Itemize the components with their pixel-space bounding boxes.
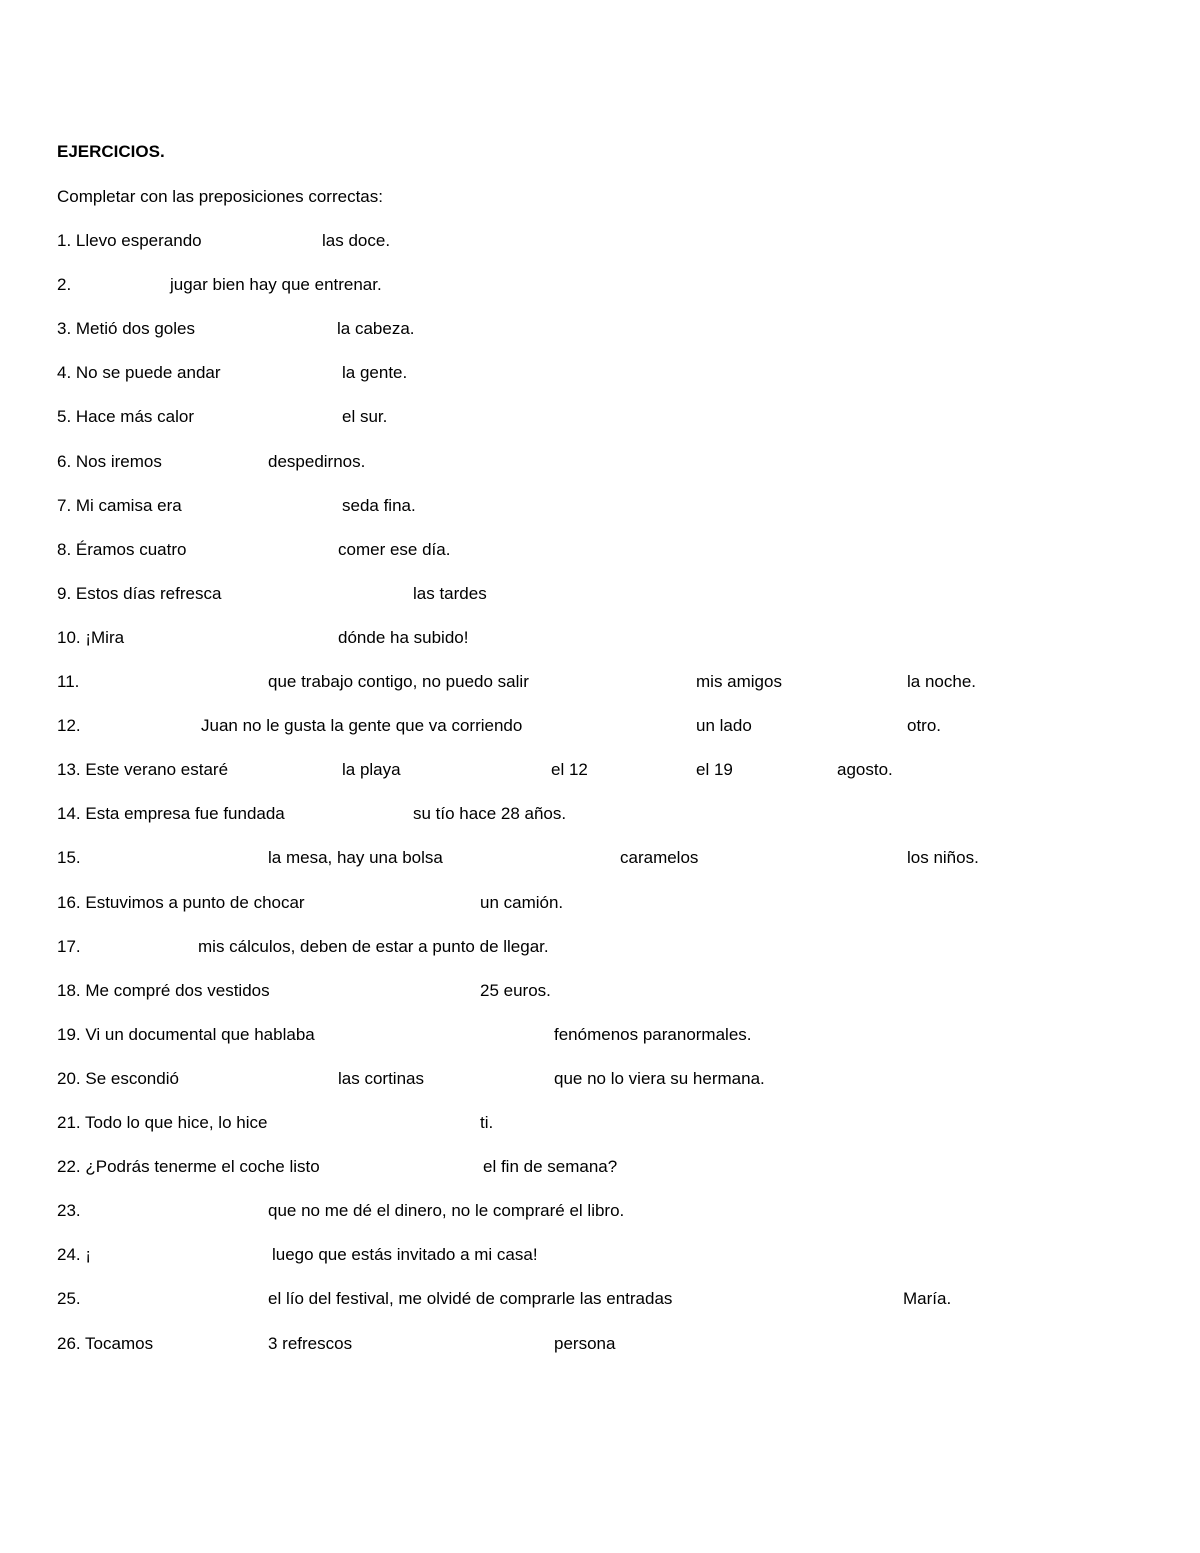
exercise-text: otro. [907, 716, 942, 736]
exercise-text: que no lo viera su hermana. [554, 1068, 765, 1088]
exercise-text: ti. [480, 1113, 494, 1132]
exercise-text: luego que estás invitado a mi casa! [272, 1245, 538, 1265]
exercise-item [0, 672, 1200, 696]
exercise-text: la mesa, hay una bolsa [268, 848, 443, 868]
exercise-text: que trabajo contigo, no puedo salir [268, 672, 529, 691]
exercise-text: 4. No se puede andar [57, 363, 221, 383]
exercise-text: la noche. [907, 672, 976, 691]
exercise-text: 1. Llevo esperando [57, 231, 202, 250]
exercise-item [0, 540, 1200, 564]
exercise-item [0, 319, 1200, 343]
exercise-text: 21. Todo lo que hice, lo hice [57, 1113, 268, 1132]
exercise-text: 23. [57, 1201, 81, 1221]
exercise-text: el 19 [696, 760, 733, 780]
exercise-item [0, 937, 1200, 961]
exercise-item [0, 407, 1200, 431]
exercise-item [0, 1334, 1200, 1358]
exercise-item [0, 848, 1200, 872]
exercise-text: 19. Vi un documental que hablaba [57, 1024, 315, 1044]
exercise-text: 8. Éramos cuatro [57, 539, 187, 559]
exercise-text: 15. [57, 848, 81, 868]
exercise-text: mis cálculos, deben de estar a punto de llegar. [198, 936, 549, 956]
exercise-text: el lío del festival, me olvidé de comprarle las entradas [268, 1289, 673, 1309]
exercise-text: la playa [342, 760, 401, 780]
exercise-item [0, 1201, 1200, 1225]
exercise-text: la gente. [342, 363, 408, 383]
exercise-text: 3. Metió dos goles [57, 319, 195, 339]
exercise-text: el sur. [342, 407, 388, 427]
exercise-text: comer ese día. [338, 539, 451, 559]
exercise-item [0, 363, 1200, 387]
exercise-item [0, 760, 1200, 784]
exercise-item [0, 1113, 1200, 1137]
exercise-text: 24. ¡ [57, 1245, 92, 1265]
exercise-text: caramelos [620, 848, 699, 868]
exercise-item [0, 275, 1200, 299]
exercise-text: que no me dé el dinero, no le compraré el libro. [268, 1201, 625, 1221]
exercise-text: 17. [57, 936, 81, 956]
exercise-item [0, 231, 1200, 255]
exercise-item [0, 1245, 1200, 1269]
exercise-item [0, 716, 1200, 740]
exercise-text: dónde ha subido! [338, 627, 469, 647]
exercise-item [0, 1069, 1200, 1093]
exercise-text: 11. [57, 672, 80, 691]
exercise-text: 13. Este verano estaré [57, 760, 229, 780]
exercise-item [0, 893, 1200, 917]
exercise-text: persona [554, 1333, 616, 1353]
exercise-text: jugar bien hay que entrenar. [170, 275, 382, 295]
exercise-text: 12. [57, 716, 81, 736]
exercise-text: las doce. [322, 231, 391, 250]
exercise-text: mis amigos [696, 672, 782, 691]
exercise-text: 10. ¡Mira [57, 627, 125, 647]
exercise-item [0, 1157, 1200, 1181]
exercise-text: despedirnos. [268, 451, 366, 471]
exercise-text: 14. Esta empresa fue fundada [57, 804, 285, 824]
exercise-text: las tardes [413, 583, 487, 603]
exercise-item [0, 804, 1200, 828]
exercise-text: 7. Mi camisa era [57, 495, 182, 515]
exercise-item [0, 628, 1200, 652]
exercise-item [0, 496, 1200, 520]
exercise-text: el fin de semana? [483, 1157, 618, 1177]
exercise-text: agosto. [837, 760, 893, 780]
exercise-text: 3 refrescos [268, 1333, 353, 1353]
exercise-text: 16. Estuvimos a punto de chocar [57, 892, 305, 912]
exercise-text: 20. Se escondió [57, 1068, 179, 1088]
exercise-text: un lado [696, 716, 752, 736]
exercise-text: los niños. [907, 848, 979, 868]
exercise-text: 26. Tocamos [57, 1333, 154, 1353]
exercise-text: 22. ¿Podrás tenerme el coche listo [57, 1157, 320, 1177]
exercise-item [0, 981, 1200, 1005]
exercise-text: 2. [57, 275, 72, 295]
exercise-text: seda fina. [342, 495, 416, 515]
exercise-text: 25 euros. [480, 980, 551, 1000]
exercise-text: fenómenos paranormales. [554, 1024, 752, 1044]
exercise-item [0, 584, 1200, 608]
exercise-text: 25. [57, 1289, 81, 1309]
exercise-text: María. [903, 1289, 952, 1309]
exercise-item [0, 452, 1200, 476]
exercise-text: Juan no le gusta la gente que va corriendo [201, 716, 523, 736]
instruction-text: Completar con las preposiciones correctas: [57, 187, 383, 206]
exercise-text: un camión. [480, 892, 564, 912]
exercise-text: 6. Nos iremos [57, 451, 162, 471]
page-title: EJERCICIOS. [57, 142, 165, 161]
exercise-text: su tío hace 28 años. [413, 804, 567, 824]
exercise-item [0, 1289, 1200, 1313]
exercise-item [0, 1025, 1200, 1049]
exercise-text: las cortinas [338, 1068, 424, 1088]
exercise-text: 5. Hace más calor [57, 407, 194, 427]
exercise-text: la cabeza. [337, 319, 415, 339]
exercise-text: 9. Estos días refresca [57, 583, 222, 603]
exercise-text: 18. Me compré dos vestidos [57, 980, 270, 1000]
exercise-text: el 12 [551, 760, 588, 780]
